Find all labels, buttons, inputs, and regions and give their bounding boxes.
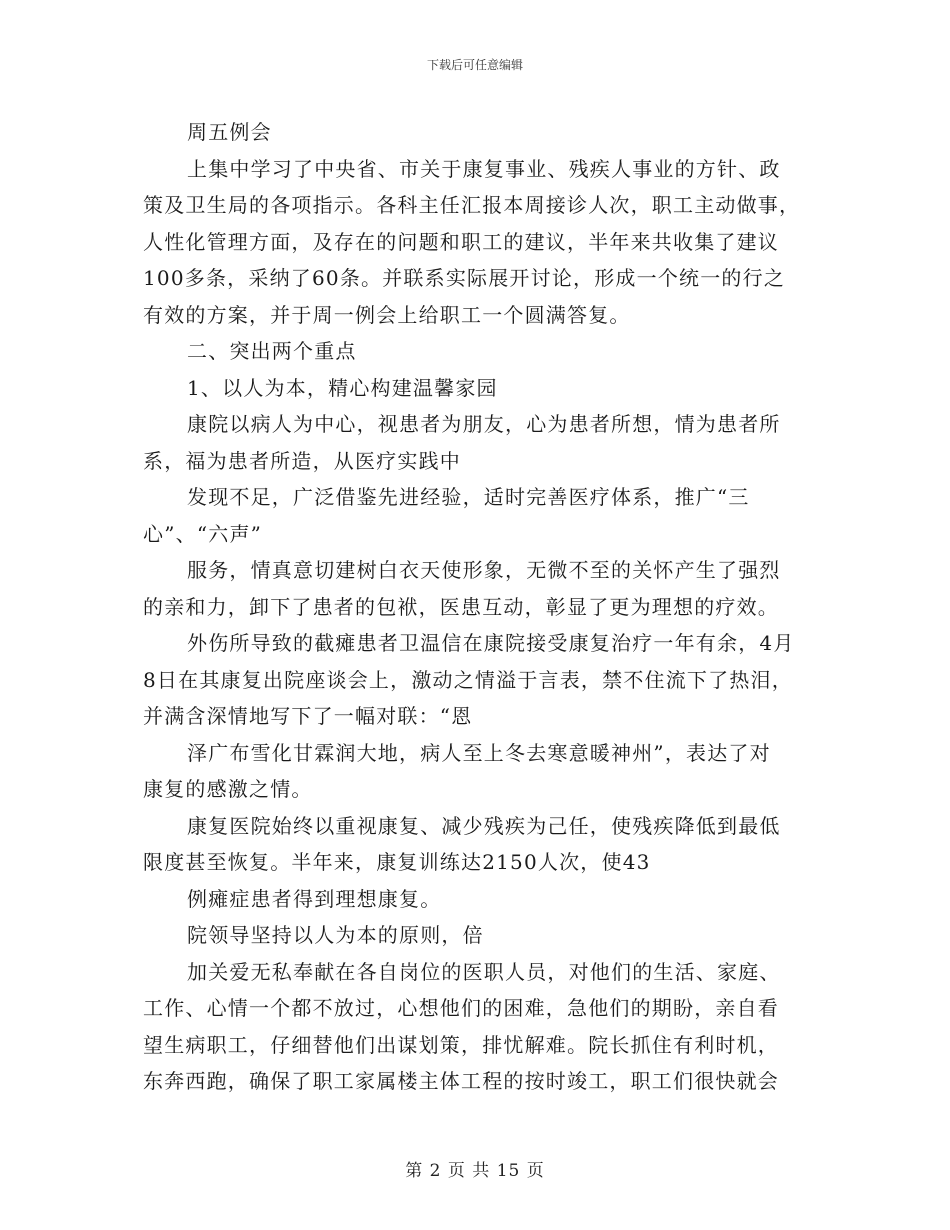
text-line: 1、以人为本，精心构建温馨家园: [187, 375, 498, 400]
text-line: 周五例会: [187, 120, 272, 144]
text-line: 有效的方案，并于周一例会上给职工一个圆满答复。: [143, 302, 631, 327]
text-line: 的亲和力，卸下了患者的包袱，医患互动，彰显了更为理想的疗效。: [143, 594, 779, 619]
page-number-footer: 第 2 页 共 15 页: [405, 1161, 545, 1181]
text-line: 心”、“六声”: [143, 521, 263, 546]
text-line: 外伤所导致的截瘫患者卫温信在康院接受康复治疗一年有余，4月: [187, 631, 795, 655]
text-line: 院领导坚持以人为本的原则，倍: [187, 923, 484, 947]
text-line: 工作、心情一个都不放过，心想他们的困难，急他们的期盼，亲自看: [143, 996, 779, 1020]
text-line: 系，福为患者所造，从医疗实践中: [143, 448, 461, 473]
text-line: 并满含深情地写下了一幅对联：“恩: [143, 704, 473, 728]
text-line: 康复的感激之情。: [143, 777, 313, 801]
text-line: 8日在其康复出院座谈会上，激动之情溢于言表，禁不住流下了热泪，: [143, 667, 793, 692]
text-line: 人性化管理方面，及存在的问题和职工的建议，半年来共收集了建议: [143, 229, 779, 254]
text-line: 例瘫症患者得到理想康复。: [187, 886, 442, 911]
text-line: 策及卫生局的各项指示。各科主任汇报本周接诊人次，职工主动做事，: [143, 193, 801, 217]
text-line: 康复医院始终以重视康复、减少残疾为己任，使残疾降低到最低: [187, 813, 781, 838]
text-line: 加关爱无私奉献在各自岗位的医职人员，对他们的生活、家庭、: [187, 959, 781, 984]
page-header: 下载后可任意编辑: [426, 58, 523, 72]
text-line: 限度甚至恢复。半年来，康复训练达2150人次，使43: [143, 850, 651, 874]
text-line: 二、突出两个重点: [187, 339, 357, 363]
text-line: 望生病职工，仔细替他们出谋划策，排忧解难。院长抓住有利时机，: [143, 1032, 779, 1057]
text-line: 服务，情真意切建树白衣天使形象，无微不至的关怀产生了强烈: [187, 558, 781, 582]
text-line: 康院以病人为中心，视患者为朋友，心为患者所想，情为患者所: [187, 412, 781, 436]
text-line: 100多条，采纳了60条。并联系实际展开讨论，形成一个统一的行之: [143, 266, 786, 290]
document-body: [143, 114, 813, 1100]
text-line: 发现不足，广泛借鉴先进经验，适时完善医疗体系，推广“三: [187, 485, 750, 509]
text-line: 泽广布雪化甘霖润大地，病人至上冬去寒意暖神州”，表达了对: [187, 740, 771, 765]
text-line: 上集中学习了中央省、市关于康复事业、残疾人事业的方针、政: [187, 156, 781, 181]
text-line: 东奔西跑，确保了职工家属楼主体工程的按时竣工，职工们很快就会: [143, 1069, 779, 1093]
